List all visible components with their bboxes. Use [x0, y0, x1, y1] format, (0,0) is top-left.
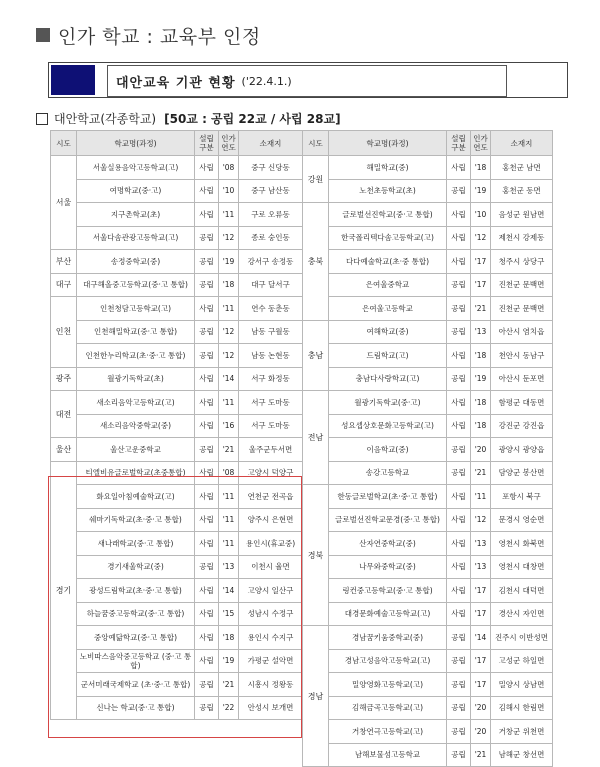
year-cell: '19 — [471, 179, 491, 203]
type-cell: 사립 — [195, 579, 219, 603]
location-cell: 남해군 창선면 — [491, 743, 553, 767]
school-name-cell: 이음학교(중) — [329, 438, 447, 462]
school-name-cell: 경기새울학교(중) — [77, 555, 195, 579]
location-cell: 용인시(휴교중) — [239, 532, 303, 556]
year-cell: '20 — [471, 438, 491, 462]
location-cell: 중구 남산동 — [239, 179, 303, 203]
type-cell: 사립 — [195, 602, 219, 626]
location-cell: 구로 오류동 — [239, 203, 303, 227]
location-cell: 연수 동춘동 — [239, 297, 303, 321]
region-cell: 울산 — [51, 438, 77, 462]
location-cell: 제천시 강제동 — [491, 226, 553, 250]
table-row — [303, 250, 553, 274]
school-counts: [50교 : 공립 22교 / 사립 28교] — [164, 112, 341, 126]
header-location: 소재지 — [491, 131, 553, 156]
table-row — [51, 696, 303, 720]
table-row — [51, 320, 303, 344]
table-row — [303, 273, 553, 297]
type-cell: 사립 — [447, 391, 471, 415]
location-cell: 김해시 한림면 — [491, 696, 553, 720]
school-name-cell: 인천한누리학교(초·중·고 통합) — [77, 344, 195, 368]
table-row — [303, 485, 553, 509]
school-name-cell: 새소리음악중학교(중) — [77, 414, 195, 438]
year-cell: '15 — [219, 602, 239, 626]
location-cell: 연천군 전곡읍 — [239, 485, 303, 509]
type-cell: 사립 — [447, 508, 471, 532]
type-cell: 공립 — [447, 273, 471, 297]
school-name-cell: 경남고성음악고등학교(고) — [329, 649, 447, 673]
type-cell: 공립 — [195, 555, 219, 579]
year-cell: '21 — [471, 461, 491, 485]
type-cell: 공립 — [195, 344, 219, 368]
year-cell: '18 — [471, 414, 491, 438]
location-cell: 남동 구월동 — [239, 320, 303, 344]
table-row — [303, 461, 553, 485]
type-cell: 공립 — [195, 696, 219, 720]
school-name-cell: 글로벌선진학교문경(중·고 통합) — [329, 508, 447, 532]
year-cell: '17 — [471, 579, 491, 603]
type-cell: 사립 — [195, 508, 219, 532]
school-name-cell: 인천해밀학교(중·고 통합) — [77, 320, 195, 344]
location-cell: 서구 도마동 — [239, 391, 303, 415]
table-row — [51, 156, 303, 180]
type-cell: 사립 — [447, 414, 471, 438]
year-cell: '20 — [471, 696, 491, 720]
type-cell: 공립 — [447, 297, 471, 321]
location-cell: 종로 숭인동 — [239, 226, 303, 250]
school-name-cell: 월광기독학교(중·고) — [329, 391, 447, 415]
location-cell: 서구 도마동 — [239, 414, 303, 438]
year-cell: '11 — [471, 485, 491, 509]
type-cell: 사립 — [195, 485, 219, 509]
table-row — [51, 297, 303, 321]
type-cell: 공립 — [447, 626, 471, 650]
school-name-cell: 한국폴리텍다솜고등학교(고) — [329, 226, 447, 250]
school-name-cell: 중앙예닮학교(중·고 통합) — [77, 626, 195, 650]
type-cell: 사립 — [195, 156, 219, 180]
type-cell: 공립 — [447, 367, 471, 391]
region-cell: 부산 — [51, 250, 77, 274]
year-cell: '18 — [471, 344, 491, 368]
year-cell: '10 — [219, 179, 239, 203]
type-cell: 공립 — [447, 743, 471, 767]
year-cell: '08 — [219, 461, 239, 485]
year-cell: '21 — [219, 673, 239, 697]
year-cell: '21 — [471, 297, 491, 321]
location-cell: 김천시 대덕면 — [491, 579, 553, 603]
table-row — [303, 626, 553, 650]
table-header-row — [303, 131, 553, 156]
location-cell: 포항시 북구 — [491, 485, 553, 509]
banner-date: ('22.4.1.) — [241, 74, 292, 88]
header-location: 소재지 — [239, 131, 303, 156]
table-row — [51, 438, 303, 462]
table-body-right — [303, 156, 553, 767]
banner-title-box — [107, 65, 507, 97]
type-cell: 사립 — [447, 555, 471, 579]
school-name-cell: 다다예술학교(초·중 통합) — [329, 250, 447, 274]
school-name-cell: 글로벌선진학교(중·고 통합) — [329, 203, 447, 227]
year-cell: '13 — [471, 532, 491, 556]
year-cell: '19 — [471, 367, 491, 391]
location-cell: 고양시 덕양구 — [239, 461, 303, 485]
school-name-cell: 해밀학교(중) — [329, 156, 447, 180]
table-row — [303, 156, 553, 180]
location-cell: 고성군 하일면 — [491, 649, 553, 673]
school-name-cell: 군서미래국제학교 (초·중·고 통합) — [77, 673, 195, 697]
table-row — [303, 555, 553, 579]
location-cell: 광양시 광양읍 — [491, 438, 553, 462]
school-name-cell: 링컨중고등학교(중·고 통합) — [329, 579, 447, 603]
table-row — [303, 720, 553, 744]
year-cell: '14 — [219, 367, 239, 391]
location-cell: 울주군두서면 — [239, 438, 303, 462]
type-cell: 사립 — [447, 226, 471, 250]
table-row — [303, 226, 553, 250]
checkbox-square-icon — [36, 113, 48, 125]
square-bullet-icon — [36, 28, 50, 42]
table-row — [51, 414, 303, 438]
location-cell: 시흥시 정왕동 — [239, 673, 303, 697]
type-cell: 공립 — [447, 461, 471, 485]
type-cell: 사립 — [195, 297, 219, 321]
type-cell: 공립 — [447, 320, 471, 344]
table-header-row — [51, 131, 303, 156]
location-cell: 가평군 설악면 — [239, 649, 303, 673]
type-cell: 사립 — [195, 367, 219, 391]
type-cell: 공립 — [195, 226, 219, 250]
school-name-cell: 은여울중학교 — [329, 273, 447, 297]
location-cell: 영천시 화북면 — [491, 532, 553, 556]
page-heading — [36, 20, 261, 50]
year-cell: '17 — [471, 673, 491, 697]
location-cell: 진천군 문백면 — [491, 273, 553, 297]
region-cell: 대구 — [51, 273, 77, 297]
type-cell: 사립 — [195, 391, 219, 415]
location-cell: 경산시 자인면 — [491, 602, 553, 626]
type-cell: 사립 — [447, 344, 471, 368]
year-cell: '22 — [219, 696, 239, 720]
subheading-text: 대안학교(각종학교) — [54, 112, 157, 126]
location-cell: 거창군 위천면 — [491, 720, 553, 744]
location-cell: 홍천군 남면 — [491, 156, 553, 180]
school-name-cell: 거창연극고등학교(고) — [329, 720, 447, 744]
table-row — [51, 179, 303, 203]
location-cell: 아산시 둔포면 — [491, 367, 553, 391]
school-name-cell: 하늘꿈중고등학교(중·고 통합) — [77, 602, 195, 626]
region-cell: 광주 — [51, 367, 77, 391]
location-cell: 용인시 수지구 — [239, 626, 303, 650]
table-row — [303, 696, 553, 720]
table-row — [51, 673, 303, 697]
type-cell: 사립 — [195, 461, 219, 485]
table-row — [303, 673, 553, 697]
year-cell: '20 — [471, 720, 491, 744]
region-cell: 강원 — [303, 156, 329, 203]
table-row — [303, 391, 553, 415]
school-name-cell: 노천초등학교(초) — [329, 179, 447, 203]
table-row — [51, 649, 303, 673]
table-row — [51, 250, 303, 274]
table-row — [303, 579, 553, 603]
type-cell: 사립 — [447, 602, 471, 626]
location-cell: 성남시 수정구 — [239, 602, 303, 626]
region-cell: 경기 — [51, 461, 77, 720]
type-cell: 사립 — [195, 649, 219, 673]
header-type: 설립 구분 — [447, 131, 471, 156]
navy-block-icon — [51, 65, 95, 95]
school-name-cell: 새소리음악고등학교(고) — [77, 391, 195, 415]
region-cell: 경북 — [303, 485, 329, 626]
table-row — [303, 743, 553, 767]
school-name-cell: 여해학교(중) — [329, 320, 447, 344]
table-body-left — [51, 156, 303, 720]
type-cell: 사립 — [195, 532, 219, 556]
year-cell: '16 — [219, 414, 239, 438]
school-name-cell: 새나래학교(중·고 통합) — [77, 532, 195, 556]
header-year: 인가 연도 — [219, 131, 239, 156]
location-cell: 강서구 송정동 — [239, 250, 303, 274]
header-school: 학교명(과정) — [329, 131, 447, 156]
school-name-cell: 화요일아침예술학교(고) — [77, 485, 195, 509]
table-row — [51, 555, 303, 579]
year-cell: '14 — [471, 626, 491, 650]
location-cell: 문경시 영순면 — [491, 508, 553, 532]
type-cell: 공립 — [195, 250, 219, 274]
school-name-cell: 송정중학교(중) — [77, 250, 195, 274]
year-cell: '13 — [471, 320, 491, 344]
type-cell: 공립 — [447, 720, 471, 744]
table-row — [303, 602, 553, 626]
location-cell: 천안시 동남구 — [491, 344, 553, 368]
table-row — [51, 344, 303, 368]
school-name-cell: 은여울고등학교 — [329, 297, 447, 321]
table-row — [51, 273, 303, 297]
school-name-cell: 광성드림학교(초·중·고 통합) — [77, 579, 195, 603]
year-cell: '18 — [219, 273, 239, 297]
type-cell: 사립 — [195, 626, 219, 650]
schools-table-left — [50, 130, 303, 720]
table-row — [51, 532, 303, 556]
table-row — [303, 649, 553, 673]
type-cell: 공립 — [447, 179, 471, 203]
type-cell: 사립 — [195, 203, 219, 227]
subheading — [36, 110, 341, 127]
type-cell: 사립 — [195, 414, 219, 438]
year-cell: '12 — [219, 226, 239, 250]
school-name-cell: 울산고운중학교 — [77, 438, 195, 462]
year-cell: '19 — [219, 649, 239, 673]
type-cell: 공립 — [195, 438, 219, 462]
type-cell: 사립 — [195, 179, 219, 203]
year-cell: '18 — [471, 156, 491, 180]
schools-table-right — [302, 130, 553, 767]
table-row — [51, 367, 303, 391]
type-cell: 사립 — [447, 579, 471, 603]
header-year: 인가 연도 — [471, 131, 491, 156]
location-cell: 남동 논현동 — [239, 344, 303, 368]
type-cell: 공립 — [447, 438, 471, 462]
school-name-cell: 남해보물섬고등학교 — [329, 743, 447, 767]
year-cell: '13 — [471, 555, 491, 579]
school-name-cell: 여명학교(중·고) — [77, 179, 195, 203]
location-cell: 음성군 원남면 — [491, 203, 553, 227]
location-cell: 진주시 이반성면 — [491, 626, 553, 650]
school-name-cell: 티엘비유글로벌학교(초중통합) — [77, 461, 195, 485]
school-name-cell: 한동글로벌학교(초·중·고 통합) — [329, 485, 447, 509]
year-cell: '12 — [219, 344, 239, 368]
location-cell: 고양시 일산구 — [239, 579, 303, 603]
location-cell: 서구 화정동 — [239, 367, 303, 391]
year-cell: '18 — [219, 626, 239, 650]
header-type: 설립 구분 — [195, 131, 219, 156]
table-row — [303, 320, 553, 344]
table-row — [51, 226, 303, 250]
location-cell: 안성시 보개면 — [239, 696, 303, 720]
table-row — [303, 532, 553, 556]
table-row — [51, 485, 303, 509]
year-cell: '17 — [471, 273, 491, 297]
school-name-cell: 서울다솜관광고등학교(고) — [77, 226, 195, 250]
school-name-cell: 노비따스음악중고등학교 (중·고 통합) — [77, 649, 195, 673]
region-cell: 서울 — [51, 156, 77, 250]
table-row — [303, 367, 553, 391]
year-cell: '11 — [219, 391, 239, 415]
year-cell: '11 — [219, 508, 239, 532]
school-name-cell: 밀양영화고등학교(고) — [329, 673, 447, 697]
school-name-cell: 송강고등학교 — [329, 461, 447, 485]
school-name-cell: 지구촌학교(초) — [77, 203, 195, 227]
school-name-cell: 김해금곡고등학교(고) — [329, 696, 447, 720]
year-cell: '13 — [219, 555, 239, 579]
location-cell: 양주시 은현면 — [239, 508, 303, 532]
table-row — [51, 579, 303, 603]
banner-title: 대안교육 기관 현황 — [116, 75, 236, 91]
location-cell: 아산시 염치읍 — [491, 320, 553, 344]
year-cell: '12 — [471, 508, 491, 532]
year-cell: '12 — [471, 226, 491, 250]
header-school: 학교명(과정) — [77, 131, 195, 156]
year-cell: '21 — [219, 438, 239, 462]
school-name-cell: 대경문화예술고등학교(고) — [329, 602, 447, 626]
location-cell: 진천군 문백면 — [491, 297, 553, 321]
year-cell: '10 — [471, 203, 491, 227]
table-row — [303, 508, 553, 532]
region-cell: 대전 — [51, 391, 77, 438]
year-cell: '18 — [471, 391, 491, 415]
location-cell: 이천시 율면 — [239, 555, 303, 579]
year-cell: '17 — [471, 602, 491, 626]
year-cell: '08 — [219, 156, 239, 180]
type-cell: 사립 — [447, 156, 471, 180]
year-cell: '12 — [219, 320, 239, 344]
school-name-cell: 성요셉상호문화고등학교(고) — [329, 414, 447, 438]
year-cell: '11 — [219, 203, 239, 227]
table-row — [51, 391, 303, 415]
school-name-cell: 쉐마기독학교(초·중·고 통합) — [77, 508, 195, 532]
table-row — [303, 179, 553, 203]
year-cell: '11 — [219, 297, 239, 321]
table-row — [51, 602, 303, 626]
location-cell: 밀양시 상남면 — [491, 673, 553, 697]
type-cell: 공립 — [195, 273, 219, 297]
location-cell: 담양군 봉산면 — [491, 461, 553, 485]
table-row — [51, 626, 303, 650]
school-name-cell: 드림학교(고) — [329, 344, 447, 368]
type-cell: 공립 — [195, 320, 219, 344]
year-cell: '17 — [471, 649, 491, 673]
year-cell: '11 — [219, 485, 239, 509]
title-banner — [48, 62, 568, 98]
region-cell: 충남 — [303, 320, 329, 391]
location-cell: 홍천군 동면 — [491, 179, 553, 203]
header-region: 시도 — [51, 131, 77, 156]
school-name-cell: 산자연중학교(중) — [329, 532, 447, 556]
table-row — [303, 297, 553, 321]
heading-text: 인가 학교 : 교육부 인정 — [58, 25, 261, 48]
location-cell: 중구 신당동 — [239, 156, 303, 180]
type-cell: 사립 — [447, 532, 471, 556]
region-cell: 전남 — [303, 391, 329, 485]
location-cell: 강진군 강진읍 — [491, 414, 553, 438]
school-name-cell: 신나는 학교(중·고 통합) — [77, 696, 195, 720]
type-cell: 공립 — [447, 696, 471, 720]
header-region: 시도 — [303, 131, 329, 156]
type-cell: 공립 — [195, 673, 219, 697]
year-cell: '17 — [471, 250, 491, 274]
school-name-cell: 나무와중학교(중) — [329, 555, 447, 579]
table-row — [303, 414, 553, 438]
year-cell: '21 — [471, 743, 491, 767]
table-row — [303, 203, 553, 227]
year-cell: '14 — [219, 579, 239, 603]
location-cell: 청주시 상당구 — [491, 250, 553, 274]
type-cell: 사립 — [447, 203, 471, 227]
type-cell: 사립 — [447, 485, 471, 509]
table-row — [51, 508, 303, 532]
school-name-cell: 대구해올중고등학교(중·고 통합) — [77, 273, 195, 297]
table-row — [303, 344, 553, 368]
school-name-cell: 충남다사랑학교(고) — [329, 367, 447, 391]
location-cell: 영천시 대창면 — [491, 555, 553, 579]
table-row — [51, 461, 303, 485]
school-name-cell: 경남꿈키움중학교(중) — [329, 626, 447, 650]
year-cell: '11 — [219, 532, 239, 556]
region-cell: 인천 — [51, 297, 77, 368]
location-cell: 대구 달서구 — [239, 273, 303, 297]
region-cell: 경남 — [303, 626, 329, 767]
type-cell: 사립 — [447, 250, 471, 274]
type-cell: 공립 — [447, 649, 471, 673]
table-row — [51, 203, 303, 227]
year-cell: '19 — [219, 250, 239, 274]
region-cell: 충북 — [303, 203, 329, 321]
table-row — [303, 438, 553, 462]
location-cell: 함평군 대동면 — [491, 391, 553, 415]
school-name-cell: 인천청담고등학교(고) — [77, 297, 195, 321]
school-name-cell: 서울실용음악고등학교(고) — [77, 156, 195, 180]
school-name-cell: 월광기독학교(초) — [77, 367, 195, 391]
type-cell: 공립 — [447, 673, 471, 697]
